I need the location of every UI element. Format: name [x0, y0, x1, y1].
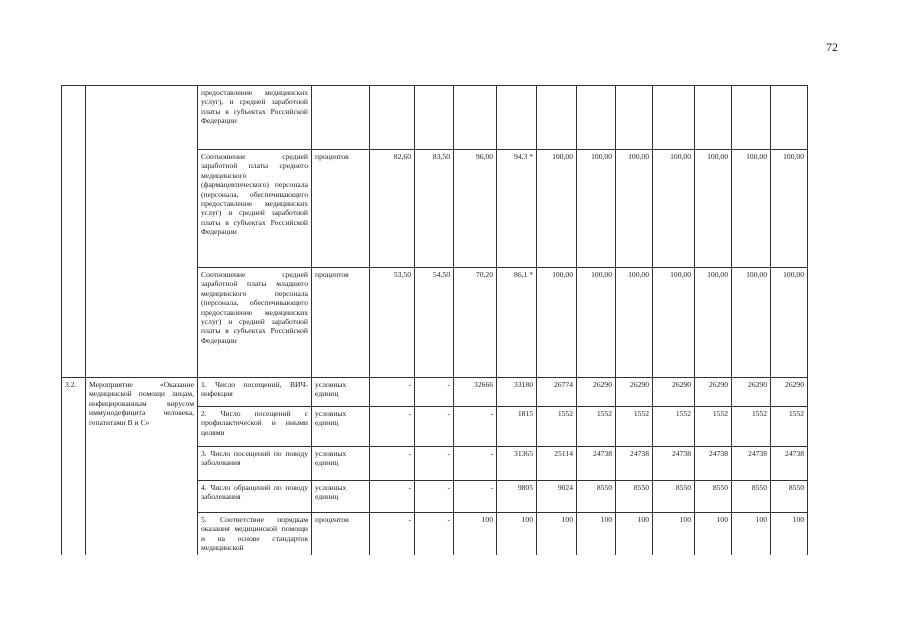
value-cell: 100 — [695, 513, 732, 573]
value-cell: 24738 — [653, 447, 695, 481]
value-cell: - — [370, 407, 415, 447]
value-cell: 24738 — [771, 447, 808, 481]
event-cell — [86, 86, 198, 378]
unit-cell: процентов — [312, 268, 370, 378]
indicator-cell: 5. Соответствие порядкам оказания медицинской помощи и на основе стандартов медицинской — [198, 513, 312, 573]
value-cell: 8550 — [616, 481, 653, 513]
unit-cell: процентов — [312, 513, 370, 573]
value-cell: 1552 — [616, 407, 653, 447]
value-cell: - — [415, 378, 454, 407]
value-cell: 86,1 * — [497, 268, 537, 378]
value-cell: 100,00 — [695, 150, 732, 268]
value-cell: 1552 — [653, 407, 695, 447]
value-cell: - — [415, 481, 454, 513]
value-cell — [771, 86, 808, 150]
value-cell: - — [415, 513, 454, 573]
value-cell: 82,60 — [370, 150, 415, 268]
value-cell: 26290 — [732, 378, 771, 407]
value-cell: 83,50 — [415, 150, 454, 268]
indicator-cell: Соотношение средней заработной платы младшего медицинского персонала (персонала, обеспечивающего предоставление медицинских услуг) и средней заработной платы в субъектах Российской Федерации — [198, 268, 312, 378]
value-cell: 8550 — [577, 481, 616, 513]
value-cell: 24738 — [616, 447, 653, 481]
value-cell: 33180 — [497, 378, 537, 407]
value-cell: 100,00 — [616, 268, 653, 378]
table-row — [62, 378, 808, 407]
value-cell: 100,00 — [653, 150, 695, 268]
value-cell: 9805 — [497, 481, 537, 513]
value-cell: 100,00 — [537, 150, 577, 268]
value-cell: 100,00 — [616, 150, 653, 268]
value-cell: 26290 — [771, 378, 808, 407]
value-cell: 26290 — [653, 378, 695, 407]
value-cell: 94,3 * — [497, 150, 537, 268]
value-cell: 100 — [732, 513, 771, 573]
value-cell: - — [370, 447, 415, 481]
unit-cell: условных единиц — [312, 378, 370, 407]
value-cell: 100 — [454, 513, 497, 573]
value-cell: 100,00 — [577, 268, 616, 378]
value-cell: 100 — [653, 513, 695, 573]
unit-cell: условных единиц — [312, 481, 370, 513]
value-cell: 1815 — [497, 407, 537, 447]
value-cell: 24738 — [695, 447, 732, 481]
value-cell: 8550 — [653, 481, 695, 513]
page-bottom-margin — [0, 555, 905, 640]
indicator-cell: предоставление медицинских услуг), и средней заработной платы в субъектах Российской Федерации — [198, 86, 312, 150]
value-cell: 8550 — [695, 481, 732, 513]
table-row — [62, 86, 808, 150]
value-cell: 26290 — [577, 378, 616, 407]
value-cell — [653, 86, 695, 150]
value-cell: - — [370, 481, 415, 513]
value-cell: - — [415, 447, 454, 481]
value-cell: - — [454, 407, 497, 447]
value-cell: 31365 — [497, 447, 537, 481]
value-cell: 100 — [537, 513, 577, 573]
value-cell: - — [454, 481, 497, 513]
value-cell: 26290 — [695, 378, 732, 407]
unit-cell: условных единиц — [312, 407, 370, 447]
value-cell: 100,00 — [771, 150, 808, 268]
value-cell: 100,00 — [537, 268, 577, 378]
value-cell: 100,00 — [653, 268, 695, 378]
value-cell: 1552 — [771, 407, 808, 447]
value-cell: 70,20 — [454, 268, 497, 378]
value-cell: 26290 — [616, 378, 653, 407]
indicator-cell: 2. Число посещений с профилактической и иными целями — [198, 407, 312, 447]
unit-cell: условных единиц — [312, 447, 370, 481]
unit-cell: процентов — [312, 150, 370, 268]
value-cell: 24738 — [732, 447, 771, 481]
value-cell — [454, 86, 497, 150]
value-cell: - — [370, 378, 415, 407]
value-cell: 100,00 — [732, 150, 771, 268]
value-cell: 32666 — [454, 378, 497, 407]
value-cell: 53,50 — [370, 268, 415, 378]
indicator-cell: Соотношение средней заработной платы среднего медицинского (фармацевтического) персонала (персонала, обеспечивающего предоставление медицинских услуг) и средней заработной платы в субъектах Российской Федерации — [198, 150, 312, 268]
value-cell: 100 — [771, 513, 808, 573]
indicator-cell: 1. Число посещений, ВИЧ-инфекция — [198, 378, 312, 407]
value-cell: 8550 — [732, 481, 771, 513]
value-cell — [732, 86, 771, 150]
value-cell: 100,00 — [577, 150, 616, 268]
value-cell: 100 — [577, 513, 616, 573]
value-cell: 8550 — [771, 481, 808, 513]
page-number: 72 — [826, 40, 838, 54]
value-cell: 1552 — [577, 407, 616, 447]
value-cell: 54,50 — [415, 268, 454, 378]
data-table — [61, 85, 808, 573]
value-cell — [370, 86, 415, 150]
value-cell: 25114 — [537, 447, 577, 481]
row-number-cell — [62, 86, 86, 378]
value-cell — [577, 86, 616, 150]
event-cell: Мероприятие «Оказание медицинской помощи лицам, инфицированным вирусом иммунодефицита человека, гепатитами B и C» — [86, 378, 198, 573]
value-cell: - — [454, 447, 497, 481]
value-cell: 1552 — [732, 407, 771, 447]
value-cell — [616, 86, 653, 150]
value-cell: 26774 — [537, 378, 577, 407]
value-cell: 100 — [616, 513, 653, 573]
value-cell — [695, 86, 732, 150]
value-cell — [497, 86, 537, 150]
value-cell: 24738 — [577, 447, 616, 481]
value-cell: 100,00 — [771, 268, 808, 378]
value-cell: 9024 — [537, 481, 577, 513]
value-cell: 1552 — [537, 407, 577, 447]
value-cell: 96,00 — [454, 150, 497, 268]
unit-cell — [312, 86, 370, 150]
indicator-cell: 3. Число посещений по поводу заболевания — [198, 447, 312, 481]
value-cell — [415, 86, 454, 150]
value-cell: 100,00 — [732, 268, 771, 378]
value-cell: - — [370, 513, 415, 573]
value-cell — [537, 86, 577, 150]
row-number-cell: 3.2. — [62, 378, 86, 573]
value-cell: - — [415, 407, 454, 447]
value-cell: 100 — [497, 513, 537, 573]
value-cell: 100,00 — [695, 268, 732, 378]
indicator-cell: 4. Число обращений по поводу заболевания — [198, 481, 312, 513]
value-cell: 1552 — [695, 407, 732, 447]
